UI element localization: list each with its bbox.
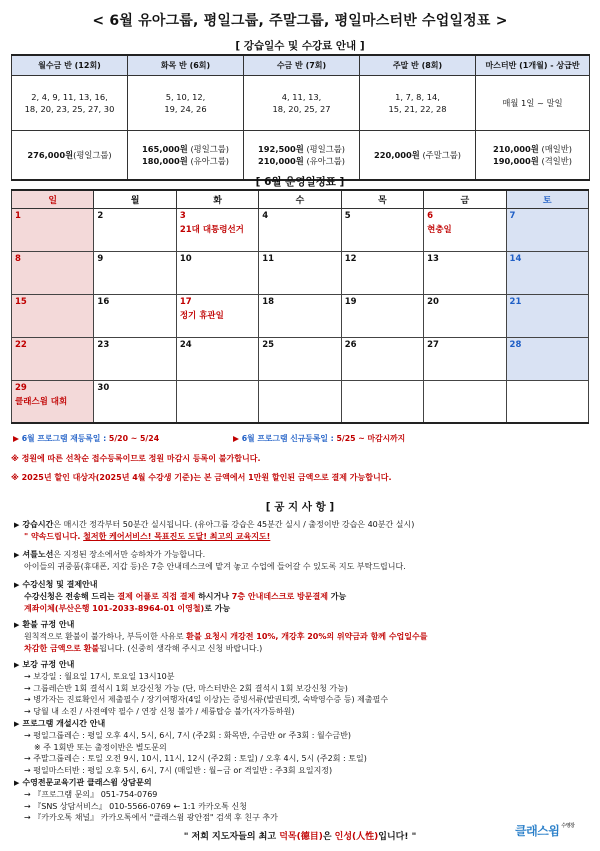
fee-group-tag: (평일그룹) xyxy=(73,149,112,160)
calendar-day-cell xyxy=(341,208,423,251)
notice-section-title: [ 공 지 사 항 ] xyxy=(265,501,335,513)
notice-text: 가능 xyxy=(327,592,347,602)
fee-amount: 165,000원 xyxy=(142,143,188,154)
fee-price-line xyxy=(128,155,243,167)
calendar-day-number: 1 xyxy=(15,210,21,221)
triangle-right-icon: ▶ xyxy=(14,779,20,787)
fee-price-row xyxy=(12,130,590,180)
calendar-event: 21대 대통령선거 xyxy=(179,224,244,235)
calendar-week-row xyxy=(12,251,589,294)
fee-header-cell: 마스터반 (1개월) - 상급반 xyxy=(476,55,590,75)
calendar-day-number: 21 xyxy=(509,296,522,307)
triangle-right-icon: ▶ xyxy=(14,661,20,669)
calendar-day-cell xyxy=(94,208,176,251)
calendar-day-cell xyxy=(341,251,423,294)
calendar-day-number: 17 xyxy=(179,296,192,307)
fee-price-cell xyxy=(128,130,244,180)
fee-header-cell: 수금 반 (7회) xyxy=(244,55,360,75)
calendar-day-cell xyxy=(94,294,176,337)
notice-heading: 보강 규정 안내 xyxy=(22,660,75,669)
calendar-day-number: 4 xyxy=(262,210,269,221)
calendar-day-number: 8 xyxy=(15,253,21,264)
calendar-table xyxy=(11,189,589,424)
fee-header-cell: 주말 반 (8회) xyxy=(360,55,476,75)
re-registration-value: 5/20 ~ 5/24 xyxy=(108,434,160,443)
calendar-day-number: 28 xyxy=(509,339,522,350)
weekday-wed: 수 xyxy=(259,190,341,208)
calendar-day-cell xyxy=(506,251,588,294)
calendar-day-cell xyxy=(176,294,258,337)
calendar-day-cell xyxy=(12,380,94,423)
weekday-sun: 일 xyxy=(12,190,94,208)
calendar-day-cell xyxy=(424,251,506,294)
contact-phone: → 『프로그램 문의』 051-754-0769 xyxy=(24,790,158,800)
fee-price-line xyxy=(244,143,359,155)
fee-price-cell xyxy=(244,130,360,180)
notice-highlight: 환불 요청시 개강전 10%, 개강후 20%의 위약금과 함께 수업일수를 xyxy=(186,632,428,642)
notice-text: 원칙적으로 환불이 불가하나, 부득이한 사유로 xyxy=(24,632,187,642)
calendar-day-cell xyxy=(506,337,588,380)
calendar-day-cell xyxy=(341,337,423,380)
calendar-day-number: 10 xyxy=(179,253,192,264)
weekday-mon: 월 xyxy=(94,190,176,208)
fee-table xyxy=(11,54,590,181)
calendar-day-cell xyxy=(12,337,94,380)
notice-heading: 수강신청 및 결제안내 xyxy=(22,580,98,589)
page-title: < 6월 유아그룹, 평일그룹, 주말그룹, 평일마스터반 수업일정표 > xyxy=(92,13,508,29)
notice-text: 로 가능 xyxy=(204,603,231,613)
fee-price-line xyxy=(128,143,243,155)
fee-group-tag: (유아그룹) xyxy=(303,155,345,166)
notice-heading: 환불 규정 안내 xyxy=(22,620,75,629)
logo-subtext: 수영장 xyxy=(561,823,575,829)
fee-price-line xyxy=(360,149,475,161)
calendar-day-cell xyxy=(341,380,423,423)
calendar-day-cell xyxy=(259,294,341,337)
footer-motto xyxy=(0,829,600,842)
fee-days-line: 19, 24, 26 xyxy=(164,103,207,114)
calendar-day-number: 30 xyxy=(97,382,110,393)
calendar-day-cell xyxy=(424,294,506,337)
fee-group-tag: (격일반) xyxy=(538,155,572,166)
fee-days-line: 5, 10, 12, xyxy=(165,91,206,102)
calendar-day-cell xyxy=(259,337,341,380)
calendar-event: 정기 휴관일 xyxy=(179,310,224,321)
calendar-day-cell xyxy=(12,294,94,337)
calendar-day-number: 24 xyxy=(179,339,192,350)
fee-days-line: 15, 21, 22, 28 xyxy=(388,103,447,114)
calendar-event: 현충일 xyxy=(427,224,452,235)
bank-account: 계좌이체(부산은행 101-2033-8964-01 이영철) xyxy=(24,603,205,613)
weekday-thu: 목 xyxy=(341,190,423,208)
calendar-day-cell xyxy=(94,380,176,423)
triangle-right-icon: ▶ xyxy=(13,434,19,443)
calendar-day-cell xyxy=(424,208,506,251)
fee-price-cell xyxy=(360,130,476,180)
calendar-day-number: 12 xyxy=(344,253,357,264)
notice-heading: 수영전문교육기관 클래스윔 상담문의 xyxy=(22,778,152,787)
contact-sns: → 『SNS 상담서비스』 010-5566-0769 ← 1:1 카카오톡 신청 xyxy=(24,801,247,811)
fee-amount: 220,000원 xyxy=(374,149,420,160)
calendar-day-number: 5 xyxy=(344,210,351,221)
weekday-fri: 금 xyxy=(424,190,506,208)
fee-days-line: 18, 20, 23, 25, 27, 30 xyxy=(24,103,115,114)
re-registration-label: 6월 프로그램 재등록일 : xyxy=(21,434,109,443)
triangle-right-icon: ▶ xyxy=(14,551,20,559)
fee-price-line xyxy=(476,155,589,167)
calendar-day-number: 19 xyxy=(344,296,357,307)
calendar-day-cell xyxy=(424,380,506,423)
notice-text: 수강신청은 전송해 드리는 xyxy=(24,592,118,602)
fee-days-cell xyxy=(360,75,476,130)
logo-text: 클래스윔 xyxy=(515,824,560,838)
triangle-right-icon: ▶ xyxy=(233,434,239,443)
calendar-day-number: 13 xyxy=(427,253,439,264)
calendar-day-number: 2 xyxy=(97,210,104,221)
calendar-day-number: 6 xyxy=(427,210,434,221)
calendar-day-cell xyxy=(176,251,258,294)
fee-days-row xyxy=(12,75,590,130)
notice-refund xyxy=(14,619,590,654)
calendar-day-cell xyxy=(259,380,341,423)
fee-group-tag: (유아그룹) xyxy=(187,155,229,166)
fee-days-cell xyxy=(244,75,360,130)
triangle-right-icon: ▶ xyxy=(14,581,20,589)
weekday-sat: 토 xyxy=(506,190,588,208)
calendar-day-number: 7 xyxy=(509,210,516,221)
calendar-day-number: 11 xyxy=(262,253,275,264)
calendar-day-cell xyxy=(424,337,506,380)
calendar-day-number: 23 xyxy=(97,339,110,350)
fee-price-line xyxy=(12,149,127,161)
calendar-day-number: 22 xyxy=(15,339,27,350)
fee-days-cell xyxy=(128,75,244,130)
fee-days-line: 1, 7, 8, 14, xyxy=(395,91,440,102)
contact-kakao: → 『카카오톡 채널』 카카오톡에서 "클래스윔 광안점" 검색 후 친구 추가 xyxy=(24,813,278,823)
triangle-right-icon: ▶ xyxy=(14,720,20,728)
weekday-tue: 화 xyxy=(176,190,258,208)
calendar-day-cell xyxy=(94,337,176,380)
triangle-right-icon: ▶ xyxy=(14,521,20,529)
calendar-week-row xyxy=(12,337,589,380)
calendar-day-cell xyxy=(506,208,588,251)
fee-price-cell xyxy=(476,130,590,180)
calendar-week-row xyxy=(12,208,589,251)
new-registration-label: 6월 프로그램 신규등록일 : xyxy=(241,434,337,443)
fee-header-cell: 월수금 반 (12회) xyxy=(12,55,128,75)
calendar-day-number: 18 xyxy=(262,296,275,307)
calendar-day-number: 25 xyxy=(262,339,275,350)
fee-days-cell xyxy=(12,75,128,130)
calendar-event: 클래스윔 대회 xyxy=(15,396,68,407)
calendar-day-number: 20 xyxy=(427,296,439,307)
notice-highlight: 7층 안내데스크로 방문결제 xyxy=(231,592,328,602)
fee-amount: 210,000원 xyxy=(493,143,539,154)
capacity-warning: ※ 정원에 따른 선착순 접수등록이므로 정원 마감시 등록이 불가합니다. xyxy=(11,454,261,463)
notice-list-item: → 당월 내 소진 / 사전예약 필수 / 연장 신청 불가 / 세륭탑승 불가(자가등하원) xyxy=(24,706,295,716)
fee-group-tag: (매일반) xyxy=(538,143,572,154)
notice-contact xyxy=(14,777,590,824)
notice-text: 하시거나 xyxy=(195,592,232,602)
fee-days-line: 매월 1일 ~ 말일 xyxy=(502,97,563,108)
calendar-day-cell xyxy=(12,251,94,294)
fee-amount: 210,000원 xyxy=(258,155,304,166)
calendar-day-cell xyxy=(12,208,94,251)
fee-days-line: 4, 11, 13, xyxy=(281,91,322,102)
discount-warning: ※ 2025년 할인 대상자(2025년 4월 수강생 기준)는 본 금액에서 1만원 할인된 금액으로 결제 가능합니다. xyxy=(11,473,392,482)
notice-promise-slogan: 철저한 케어서비스! 목표진도 도달! 최고의 교육지도! xyxy=(83,532,271,542)
calendar-section-title: [ 6월 운영일정표 ] xyxy=(255,176,345,188)
notice-highlight: 차감한 금액으로 환불 xyxy=(24,643,100,653)
notice-text: 은 지정된 장소에서만 승하차가 가능합니다. xyxy=(53,550,206,559)
notice-payment xyxy=(14,579,590,614)
notice-list-item: → 보강일 : 월요일 17시, 토요일 13시10분 xyxy=(24,672,175,682)
footer-highlight: 인성(人性) xyxy=(334,832,379,842)
fee-group-tag: (주말그룹) xyxy=(419,149,461,160)
fee-group-tag: (평일그룹) xyxy=(187,143,229,154)
notice-list-item: → 그룹레슨반 1회 결석시 1회 보강신청 가능 (단, 마스터반은 2회 결석시 1회 보강신청 가능) xyxy=(24,683,348,693)
notice-text: 됩니다. (신중히 생각해 주시고 신청 바랍니다.) xyxy=(99,643,263,653)
notice-text: 아이들의 귀중품(휴대폰, 지갑 등)은 7층 안내데스크에 맡겨 놓고 수업에 들어갈 수 있도록 지도 부탁드립니다. xyxy=(24,562,406,572)
calendar-day-cell xyxy=(176,337,258,380)
fee-days-cell xyxy=(476,75,590,130)
notice-list-item: ※ 주 1회반 또는 출정이반은 별도문의 xyxy=(34,742,167,752)
notice-lesson-time xyxy=(14,519,590,543)
calendar-day-cell xyxy=(176,208,258,251)
footer-text: " 저희 지도자들의 최고 xyxy=(183,832,280,842)
calendar-day-cell xyxy=(341,294,423,337)
calendar-day-cell xyxy=(94,251,176,294)
fee-days-line: 18, 20, 25, 27 xyxy=(272,103,331,114)
calendar-day-cell xyxy=(259,208,341,251)
fee-header-row xyxy=(12,55,590,75)
notice-makeup-lesson xyxy=(14,659,590,717)
notice-heading: 프로그램 개설시간 안내 xyxy=(22,719,106,728)
fee-group-tag: (평일그룹) xyxy=(303,143,345,154)
calendar-day-cell xyxy=(259,251,341,294)
footer-text: 입니다! " xyxy=(378,832,417,842)
notice-heading: 셔틀노선 xyxy=(22,550,54,559)
fee-section-title: [ 강습일수 및 수강료 안내 ] xyxy=(235,40,365,52)
fee-price-cell xyxy=(12,130,128,180)
fee-amount: 180,000원 xyxy=(142,155,188,166)
new-registration-value: 5/25 ~ 마감시까지 xyxy=(336,434,406,443)
calendar-day-number: 15 xyxy=(15,296,27,307)
calendar-day-cell xyxy=(506,294,588,337)
classwim-logo xyxy=(515,822,574,839)
fee-header-cell: 화목 반 (6회) xyxy=(128,55,244,75)
notice-list-item: → 주말그룹레슨 : 토일 오전 9시, 10시, 11시, 12시 (주2회 : 토일) / 오후 4시, 5시 (주2회 : 토일) xyxy=(24,754,367,764)
notice-program-hours xyxy=(14,718,590,776)
footer-highlight: 덕목(德目) xyxy=(279,832,323,842)
calendar-day-number: 27 xyxy=(427,339,439,350)
fee-price-line xyxy=(244,155,359,167)
notice-highlight: 결제 어플로 직접 결제 xyxy=(117,592,196,602)
calendar-day-cell xyxy=(506,380,588,423)
notice-list-item: → 병가자는 진료확인서 제출필수 / 장기여행자(4일 이상)는 증빙서류(발권티켓, 숙박영수증 등) 제출필수 xyxy=(24,695,389,705)
notice-list-item: → 평일그룹레슨 : 평일 오후 4시, 5시, 6시, 7시 (주2회 : 화목반, 수금반 or 주3회 : 월수금반) xyxy=(24,731,351,741)
fee-days-line: 2, 4, 9, 11, 13, 16, xyxy=(31,91,108,102)
calendar-day-number: 14 xyxy=(509,253,522,264)
calendar-week-row xyxy=(12,294,589,337)
calendar-weekday-row xyxy=(12,190,589,208)
notice-text: 은 매시간 정각부터 50분간 실시됩니다. (유아그룹 강습은 45분간 실시 / 출정이반 강습은 40분간 실시) xyxy=(53,520,415,529)
notice-list-item: → 평일마스터반 : 평일 오후 5시, 6시, 7시 (매일반 : 월~금 or 격일반 : 주3회 요일지정) xyxy=(24,765,333,775)
fee-amount: 190,000원 xyxy=(493,155,539,166)
triangle-right-icon: ▶ xyxy=(14,621,20,629)
calendar-day-cell xyxy=(176,380,258,423)
calendar-day-number: 26 xyxy=(344,339,357,350)
calendar-day-number: 9 xyxy=(97,253,104,264)
calendar-day-number: 29 xyxy=(15,382,27,393)
calendar-week-row xyxy=(12,380,589,423)
fee-amount: 192,500원 xyxy=(258,143,304,154)
notice-promise: " 약속드립니다. xyxy=(24,532,84,542)
notice-shuttle xyxy=(14,549,590,573)
new-registration-period xyxy=(233,433,405,444)
footer-text: 은 xyxy=(322,832,335,842)
fee-amount: 276,000원 xyxy=(27,149,74,160)
notice-heading: 강습시간 xyxy=(22,520,54,529)
fee-price-line xyxy=(476,143,589,155)
calendar-day-number: 3 xyxy=(179,210,186,221)
re-registration-period xyxy=(13,433,159,444)
calendar-day-number: 16 xyxy=(97,296,110,307)
